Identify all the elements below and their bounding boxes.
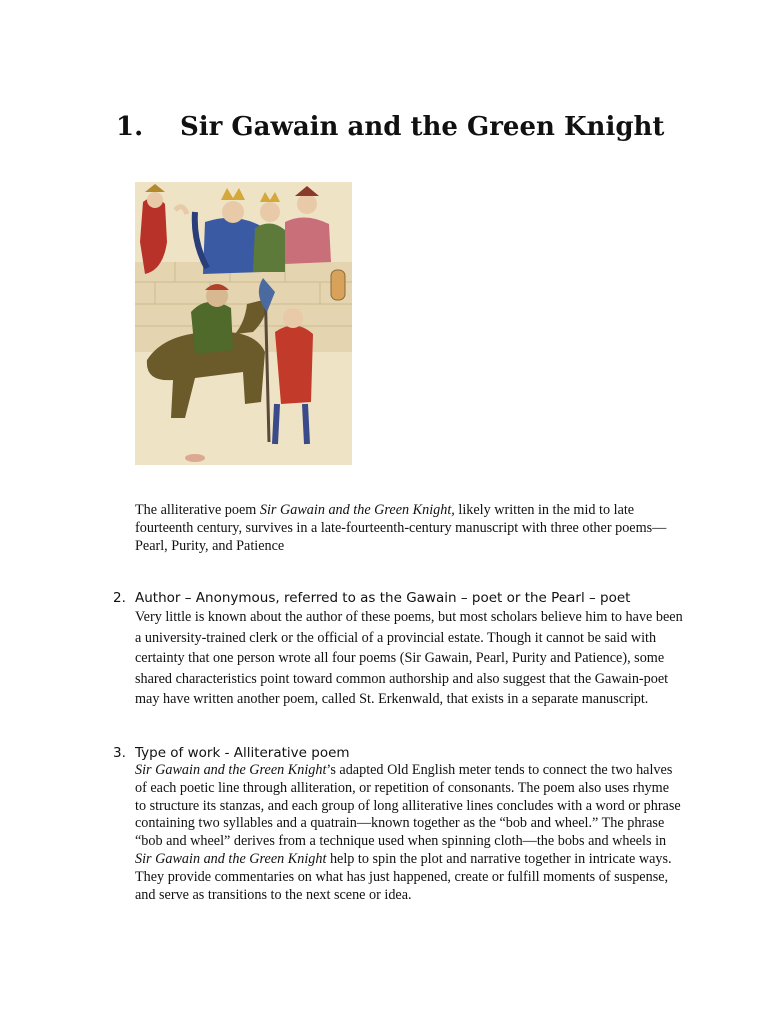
list-item-author xyxy=(113,589,683,710)
list-number: 3. xyxy=(113,745,126,761)
list-item-body: Very little is known about the author of these poems, but most scholars believe him to have been a university-trained clerk or the official of a provincial estate. Though it cannot be said with certainty that one person wrote all four poems (Sir Gawain, Pearl, Purity and Patience), some shared characteristics point toward common authorship and also suggest that the Gawain-poet may have written another poem, called St. Erkenwald, that exists in a separate manuscript. xyxy=(135,609,683,708)
manuscript-illustration-image xyxy=(135,182,352,465)
poem-title-italic: Sir Gawain and the Green Knight xyxy=(135,850,327,867)
manuscript-illustration xyxy=(135,182,352,465)
body-text: ’s adapted Old English meter tends to connect the two halves of each poetic line through alliteration, or repetition of consonants. The poem also uses rhyme to structure its stanzas, and each group of long alliterative lines concludes with a word or phrase containing two syllables and a quatrain—known together as the “bob and wheel.” The phrase “bob and wheel” derives from a technique used when spinning cloth—the bobs and wheels in xyxy=(135,762,681,850)
intro-title-italic: Sir Gawain and the Green Knight, xyxy=(259,502,455,518)
section-heading xyxy=(116,112,664,142)
list-number: 2. xyxy=(113,590,126,606)
list-item-heading: Type of work - Alliterative poem xyxy=(135,745,350,761)
body-text: help to spin the plot and narrative together in intricate ways. They provide commentaries on what has just happened, create or fulfill moments of suspense, and serve as transitions to the next scene or idea. xyxy=(135,850,672,903)
intro-text-start: The alliterative poem xyxy=(135,502,260,518)
heading-number: 1. xyxy=(116,112,144,142)
list-item-type-of-work xyxy=(113,744,683,904)
list-item-heading: Author – Anonymous, referred to as the Gawain – poet or the Pearl – poet xyxy=(135,590,631,606)
list-item-body xyxy=(135,762,683,904)
heading-title: Sir Gawain and the Green Knight xyxy=(180,112,665,142)
poem-title-italic: Sir Gawain and the Green Knight xyxy=(135,762,327,778)
intro-paragraph xyxy=(135,501,680,556)
intro-text-end: likely written in the mid to late fourteenth century, survives in a late-fourteenth-century manuscript with three other poems—Pearl, Purity, and Patience xyxy=(135,502,667,555)
